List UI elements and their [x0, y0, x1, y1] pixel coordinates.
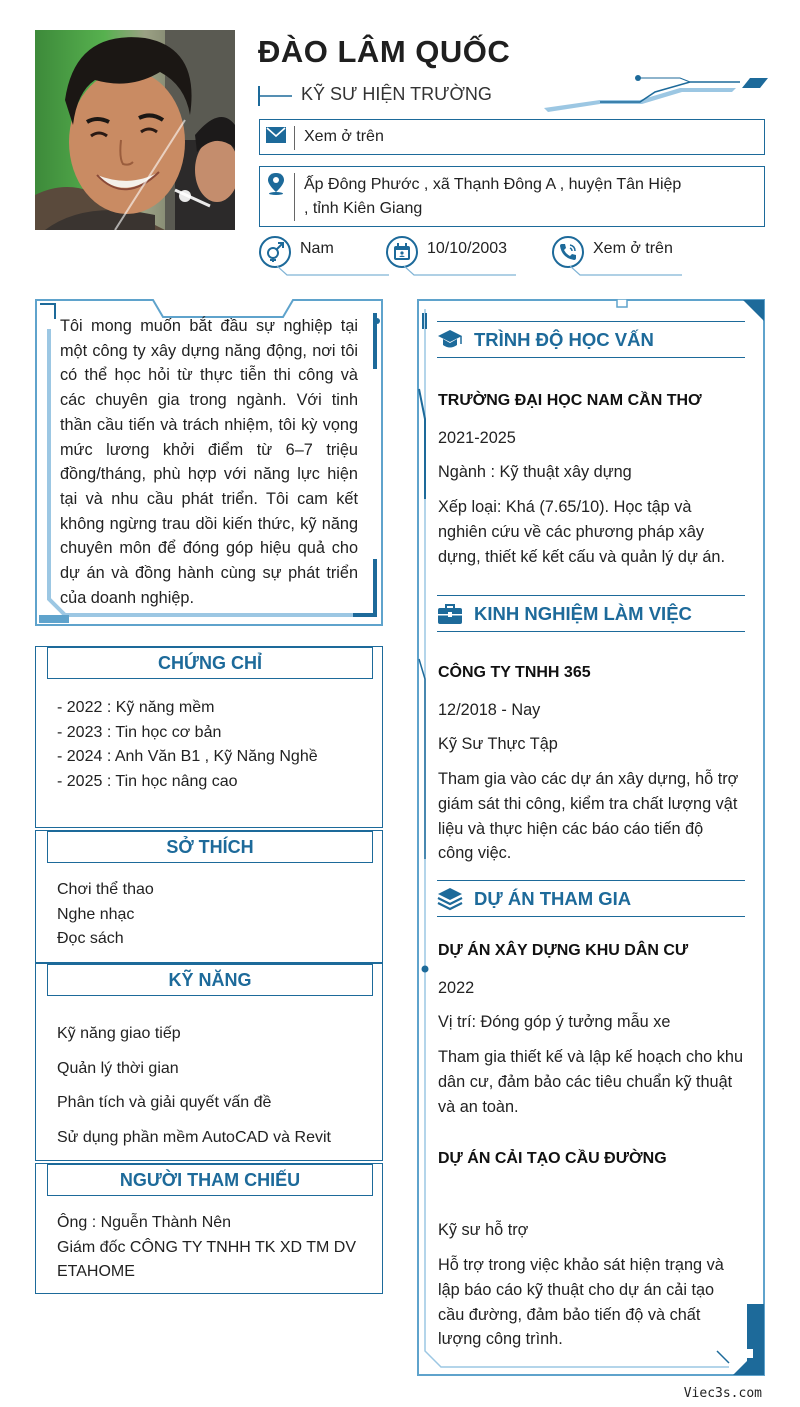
list-item: Quản lý thời gian [57, 1059, 179, 1077]
phone-value: Xem ở trên [593, 240, 673, 257]
experience-position: Kỹ Sư Thực Tập [438, 735, 558, 753]
certificates-list [57, 696, 318, 795]
experience-title: KINH NGHIỆM LÀM VIỆC [474, 603, 692, 624]
experience-header [437, 595, 745, 632]
info-underline [404, 266, 516, 276]
skills-section [35, 963, 383, 1161]
info-underline [570, 266, 682, 276]
education-period: 2021-2025 [438, 429, 516, 447]
project-role: Kỹ sư hỗ trợ [438, 1221, 529, 1239]
phone-icon [552, 236, 584, 268]
email-value: Xem ở trên [304, 128, 384, 145]
gender-value: Nam [300, 240, 334, 257]
address-field [259, 166, 765, 227]
project-description: Tham gia thiết kế và lập kế hoạch cho khu dân cư, đảm bảo các tiêu chuẩn kỹ thuật và an toàn. [438, 1048, 744, 1116]
separator [294, 126, 295, 150]
list-item: - 2024 : Anh Văn B1 , Kỹ Năng Nghề [57, 748, 318, 766]
experience-company: CÔNG TY TNHH 365 [438, 664, 591, 681]
education-description: Xếp loại: Khá (7.65/10). Học tập và nghiên cứu về các phương pháp xây dựng, thiết kế kết cấu và quản lý dự án. [438, 498, 725, 566]
project-role: Vị trí: Đóng góp ý tưởng mẫu xe [438, 1013, 671, 1031]
list-item: - 2023 : Tin học cơ bản [57, 723, 222, 741]
projects-title: DỰ ÁN THAM GIA [474, 888, 632, 909]
project-name: DỰ ÁN XÂY DỰNG KHU DÂN CƯ [438, 942, 689, 959]
education-header [437, 321, 745, 358]
project-name: DỰ ÁN CẢI TẠO CẦU ĐƯỜNG [438, 1150, 667, 1167]
avatar-photo [35, 30, 235, 230]
list-item: Phân tích và giải quyết vấn đề [57, 1094, 272, 1112]
education-title: TRÌNH ĐỘ HỌC VẤN [474, 329, 654, 350]
skills-title: KỸ NĂNG [47, 964, 373, 996]
location-pin-icon [260, 173, 292, 195]
graduation-cap-icon [437, 328, 463, 352]
separator [294, 173, 295, 221]
education-major: Ngành : Kỹ thuật xây dựng [438, 463, 632, 481]
calendar-icon [386, 236, 418, 268]
circuit-decoration [540, 74, 770, 114]
hobbies-list [57, 878, 154, 952]
references-section [35, 1163, 383, 1294]
gender-icon [259, 236, 291, 268]
job-title: KỸ SƯ HIỆN TRƯỜNG [301, 84, 492, 104]
project-description: Hỗ trợ trong việc khảo sát hiện trạng và lập báo cáo kỹ thuật cho dự án cải tạo cầu đường, đảm bảo tiến độ và chất lượng công trình. [438, 1256, 724, 1349]
project-year: 2022 [438, 979, 475, 997]
career-objective: Tôi mong muốn bắt đầu sự nghiệp tại một công ty xây dựng năng động, nơi tôi có thể học hỏi từ thực tiễn thi công và các chuyên gia trong ngành. Với tinh thần cầu tiến và trách nhiệm, tôi kỳ vọng mức lương khởi điểm từ 6–7 triệu đồng/tháng, phù hợp với năng lực hiện tại và nhu cầu phát triển. Tôi cam kết không ngừng trau dồi kiến thức, kỹ năng chuyên môn để đóng góp hiệu quả cho dự án và đồng hành cùng sự phát triển của doanh nghiệp. [60, 317, 358, 607]
projects-header [437, 880, 745, 917]
address-value: Ấp Đông Phước , xã Thạnh Đông A , huyện Tân Hiệp , tỉnh Kiên Giang [304, 176, 682, 217]
list-item: Chơi thể thao [57, 881, 154, 898]
site-brand: Viec3s.com [683, 1386, 762, 1401]
list-item: Đọc sách [57, 930, 124, 947]
hobbies-section [35, 830, 383, 963]
layers-icon [437, 887, 463, 911]
skills-list [57, 1017, 331, 1156]
title-line-decoration [258, 86, 292, 106]
birthday-value: 10/10/2003 [427, 240, 508, 257]
info-underline [277, 266, 389, 276]
list-item: Kỹ năng giao tiếp [57, 1025, 181, 1042]
list-item: Ông : Nguễn Thành Nên [57, 1214, 232, 1231]
references-list [57, 1211, 377, 1285]
list-item: Nghe nhạc [57, 905, 135, 923]
list-item: Giám đốc CÔNG TY TNHH TK XD TM DV ETAHOME [57, 1238, 357, 1281]
experience-period: 12/2018 - Nay [438, 701, 541, 719]
list-item: Sử dụng phần mềm AutoCAD và Revit [57, 1129, 331, 1147]
candidate-name: ĐÀO LÂM QUỐC [258, 34, 511, 69]
hobbies-title: SỞ THÍCH [47, 831, 373, 863]
certificates-section [35, 646, 383, 828]
certificates-title: CHỨNG CHỈ [47, 647, 373, 679]
list-item: - 2025 : Tin học nâng cao [57, 773, 238, 791]
references-title: NGƯỜI THAM CHIẾU [47, 1164, 373, 1196]
briefcase-icon [437, 602, 463, 626]
list-item: - 2022 : Kỹ năng mềm [57, 699, 215, 716]
experience-description: Tham gia vào các dự án xây dựng, hỗ trợ giám sát thi công, kiểm tra chất lượng vật liệu và thực hiện các báo cáo tiến độ công việc. [438, 770, 739, 863]
education-school: TRƯỜNG ĐẠI HỌC NAM CẦN THƠ [438, 392, 702, 409]
envelope-icon [260, 127, 292, 143]
email-field [259, 119, 765, 155]
